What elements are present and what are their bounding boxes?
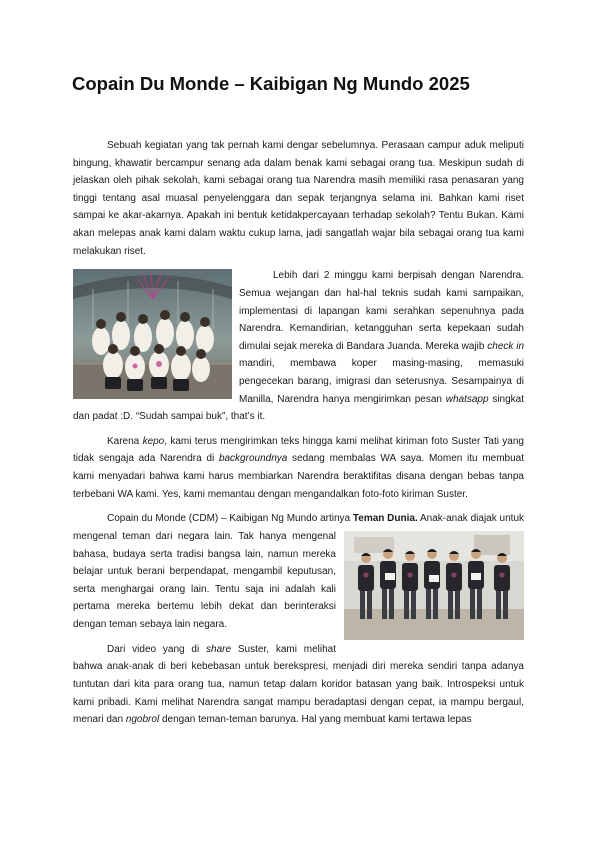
- text-run: Anak-anak diajak untuk mengenal teman dari negara lain. Tak hanya mengenal bahasa, budaya serta tradisi bangsa lain, namun mereka belajar untuk berani berpendapat, mengambil keputusan, serta menghargai orang lain. Tentu saja ini adalah kali pertama mereka bertemu lebih dekat dan berinteraksi dengan teman sebaya lain negara.: [73, 513, 525, 630]
- text-run: singkat dan padat :D. “Sudah sampai buk”, that’s it.: [73, 393, 524, 423]
- group-photo-outdoor: [73, 269, 232, 399]
- text-run: sedang membalas WA saya. Momen itu membuat kami menyadari bahwa kami harus membiarkan Narendra beraktifitas disana dengan bebas tanpa terbebani WA kami. Yes, kami memantau dengan mengandalkan foto-foto kiriman Suster.: [73, 453, 525, 500]
- text-run: Suster, kami melihat bahwa anak-anak di beri kebebasan untuk berekspresi, menjadi diri mereka sendiri tanpa adanya tuntutan dari kita para orang tua, namun tetap dalam koridor batasan yang baik. Introspeksi untuk kami pribadi. Kami melihat Narendra sangat mampu beradaptasi dengan cepat, ia mampu bergaul, menari dan: [73, 643, 524, 726]
- paragraph: [73, 433, 524, 503]
- italic-text: whatsapp: [445, 393, 489, 405]
- article-body: [73, 137, 524, 736]
- paragraph: [73, 510, 524, 633]
- paragraph: [73, 137, 524, 260]
- text-run: Sebuah kegiatan yang tak pernah kami dengar sebelumnya. Perasaan campur aduk meliputi bingung, khawatir bercampur senang ada dalam benak kami sebagai orang tua. Meskipun sudah di jelaskan oleh pihak sekolah, kami sebagai orang tua Narendra masih memiliki rasa penasaran yang tinggi tentang asal muasal penyelenggara dan sepak terjangnya selama ini. Bahkan kami riset sampai ke akar-akarnya. Apakah ini bentuk ketidakpercayaan terhadap sekolah? Tentu Bukan. Kami akan melepas anak kami dalam waktu cukup lama, jadi sangatlah wajar bila sebagai orang tua kami melakukan riset.: [73, 140, 524, 257]
- italic-text: check in: [487, 340, 525, 352]
- paragraph: [73, 641, 524, 729]
- italic-text: backgroundnya: [218, 453, 288, 465]
- italic-text: share: [206, 643, 232, 655]
- group-photo-indoor: [344, 531, 524, 640]
- bold-text: Teman Dunia.: [352, 513, 418, 525]
- text-run: Copain du Monde (CDM) – Kaibigan Ng Mundo artinya: [107, 513, 353, 525]
- text-run: , kami terus mengirimkan teks hingga kami melihat kiriman foto Suster Tati yang tidak sengaja ada Narendra di: [73, 435, 524, 465]
- italic-text: kepo: [142, 435, 165, 447]
- italic-text: ngobrol: [125, 714, 160, 726]
- text-run: mandiri, membawa koper masing-masing, memasuki pengecekan barang, imigrasi dan seterusnya. Sesampainya di Manilla, Narendra hanya mengirimkan pesan: [239, 358, 524, 405]
- text-run: Karena: [107, 435, 143, 447]
- document-title: Copain Du Monde – Kaibigan Ng Mundo 2025: [72, 73, 470, 94]
- text-run: Dari video yang di: [107, 643, 207, 655]
- text-run: Lebih dari 2 minggu kami berpisah dengan Narendra. Semua wejangan dan hal-hal teknis sudah kami sampaikan, implementasi di lapangan kami serahkan sepenuhnya pada Narendra. Kemandirian, ketangguhan serta kepekaan sudah dimulai sejak mereka di Bandara Juanda. Mereka wajib: [239, 270, 524, 352]
- text-run: dengan teman-teman barunya. Hal yang membuat kami tertawa lepas: [159, 714, 472, 726]
